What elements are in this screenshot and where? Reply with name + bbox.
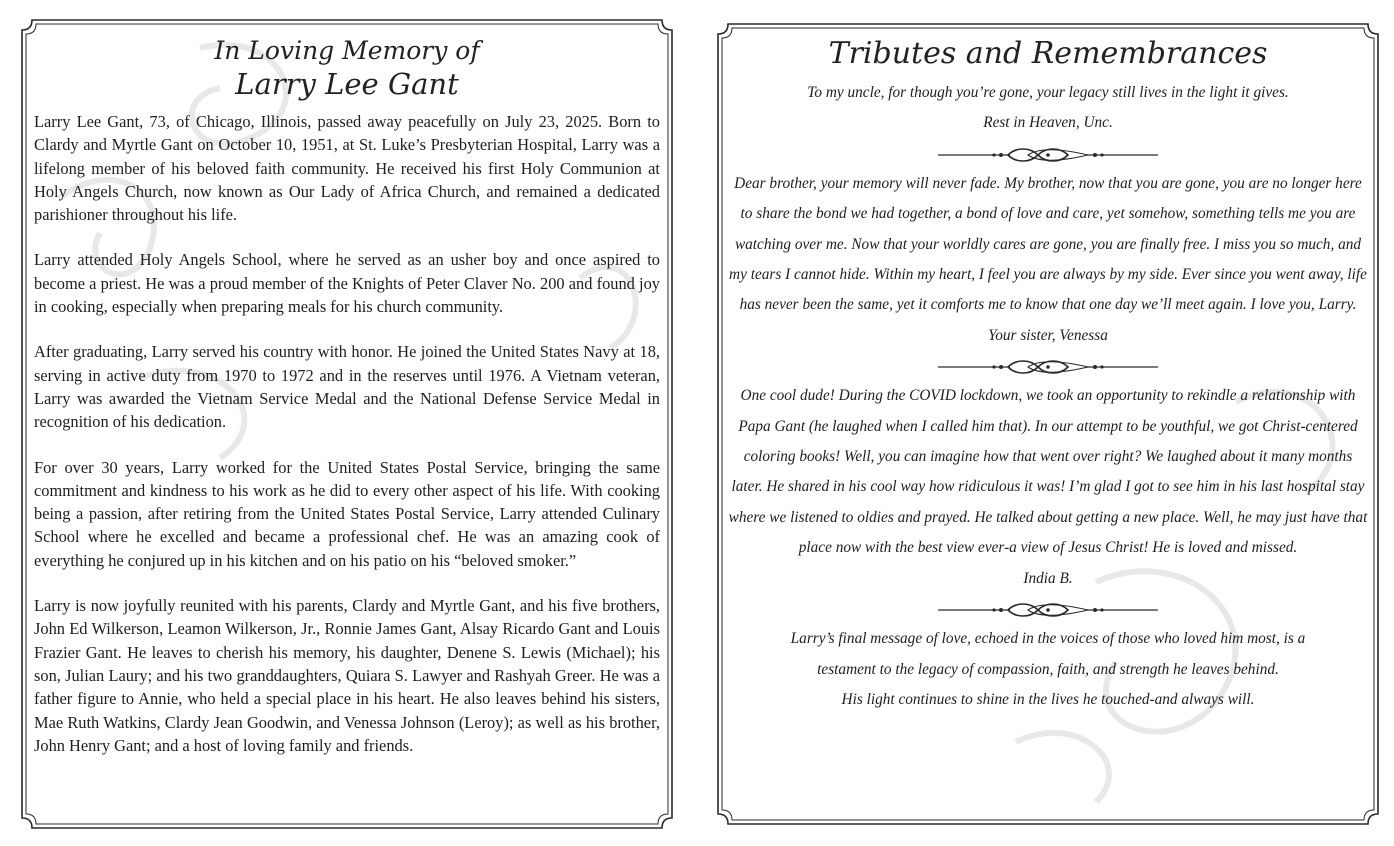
tributes-heading: Tributes and Remembrances [828, 36, 1268, 71]
memorial-heading: In Loving Memory of [214, 36, 480, 65]
tributes-panel [716, 22, 1380, 826]
obituary-content [34, 32, 660, 757]
tribute-1-line-2: Rest in Heaven, Unc. [983, 114, 1113, 132]
obituary-panel [20, 18, 674, 830]
closing-line-2: testament to the legacy of compassion, faith, and strength he leaves behind. [817, 660, 1279, 678]
obituary-paragraph-1: Larry Lee Gant, 73, of Chicago, Illinois, passed away peacefully on July 23, 2025. Born to Clardy and Myrtle Gant on October 10, 1951, at St. Luke’s Presbyterian Hospital, Larry was a lifelong member of his beloved faith community. He received his first Holy Communion at Holy Angels Church, now known as Our Lady of Africa Church, and remained a dedicated parishioner throughout his life. [34, 112, 660, 225]
obituary-paragraph-2: Larry attended Holy Angels School, where he served as an usher boy and once aspired to become a priest. He was a proud member of the Knights of Peter Claver No. 200 and found joy in cooking, especially when preparing meals for his church community. [34, 250, 660, 317]
obituary-paragraph-5: Larry is now joyfully reunited with his parents, Clardy and Myrtle Gant, and his five brothers, John Ed Wilkerson, Leamon Wilkerson, Jr., Ronnie James Gant, Alsay Ricardo Gant and Louis Frazier Gant. He leaves to cherish his memory, his daughter, Denene S. Lewis (Michael); his son, Julian Laury; and his two granddaughters, Quiara S. Lawyer and Rashyah Greer. He was a father figure to Annie, who held a special place in his heart. He also leaves behind his sisters, Mae Ruth Watkins, Clardy Jean Goodwin, and Venessa Johnson (Leroy); as well as his brother, John Henry Gant; and a host of loving family and friends. [34, 596, 660, 755]
flourish-divider-icon [938, 600, 1158, 620]
tribute-3-signature: India B. [1023, 569, 1073, 587]
closing-line-3: His light continues to shine in the lives he touched-and always will. [841, 690, 1255, 708]
obituary-paragraph-4: For over 30 years, Larry worked for the United States Postal Service, bringing the same commitment and kindness to his work as he did to every other aspect of his life. With cooking being a passion, after retiring from the United States Postal Service, Larry attended Culinary School where he excelled and became a professional chef. He was an amazing cook of everything he conjured up in his kitchen and on his patio on his “beloved smoker.” [34, 457, 660, 570]
flourish-divider-icon [938, 357, 1158, 377]
tribute-3-text: One cool dude! During the COVID lockdown, we took an opportunity to rekindle a relationship with Papa Gant (he laughed when I called him that). In our attempt to be youthful, we got Christ-centered coloring books! Well, you can imagine how that went over right? We laughed about it many months later. He shared in his cool way how ridiculous it was! I’m glad I got to see him in his last hospital stay where we listened to oldies and prayed. He talked about getting a new place. Well, he may just have that place now with the best view ever-a view of Jesus Christ! He is loved and missed. [728, 387, 1368, 557]
flourish-divider-icon [938, 145, 1158, 165]
closing-line-1: Larry’s final message of love, echoed in the voices of those who loved him most, is a [790, 630, 1306, 648]
tribute-2-text: Dear brother, your memory will never fade. My brother, now that you are gone, you are no longer here to share the bond we had together, a bond of love and care, yet somehow, something tells me you are watching over me. Now that your worldly cares are gone, you are finally free. I miss you so much, and my tears I cannot hide. Within my heart, I feel you are always by my side. Ever since you went away, life has never been the same, yet it comforts me to know that one day we’ll meet again. I love you, Larry. [729, 174, 1367, 314]
obituary-paragraph-3: After graduating, Larry served his country with honor. He joined the United States Navy at 18, serving in active duty from 1970 to 1972 and in the reserves until 1976. A Vietnam veteran, Larry was awarded the Vietnam Service Medal and the National Defense Service Medal in recognition of his dedication. [34, 342, 660, 432]
tributes-content [728, 34, 1368, 715]
tribute-2-signature: Your sister, Venessa [988, 326, 1108, 344]
deceased-name-heading: Larry Lee Gant [235, 67, 459, 101]
tribute-1-line-1: To my uncle, for though you’re gone, your legacy still lives in the light it gives. [807, 84, 1289, 101]
